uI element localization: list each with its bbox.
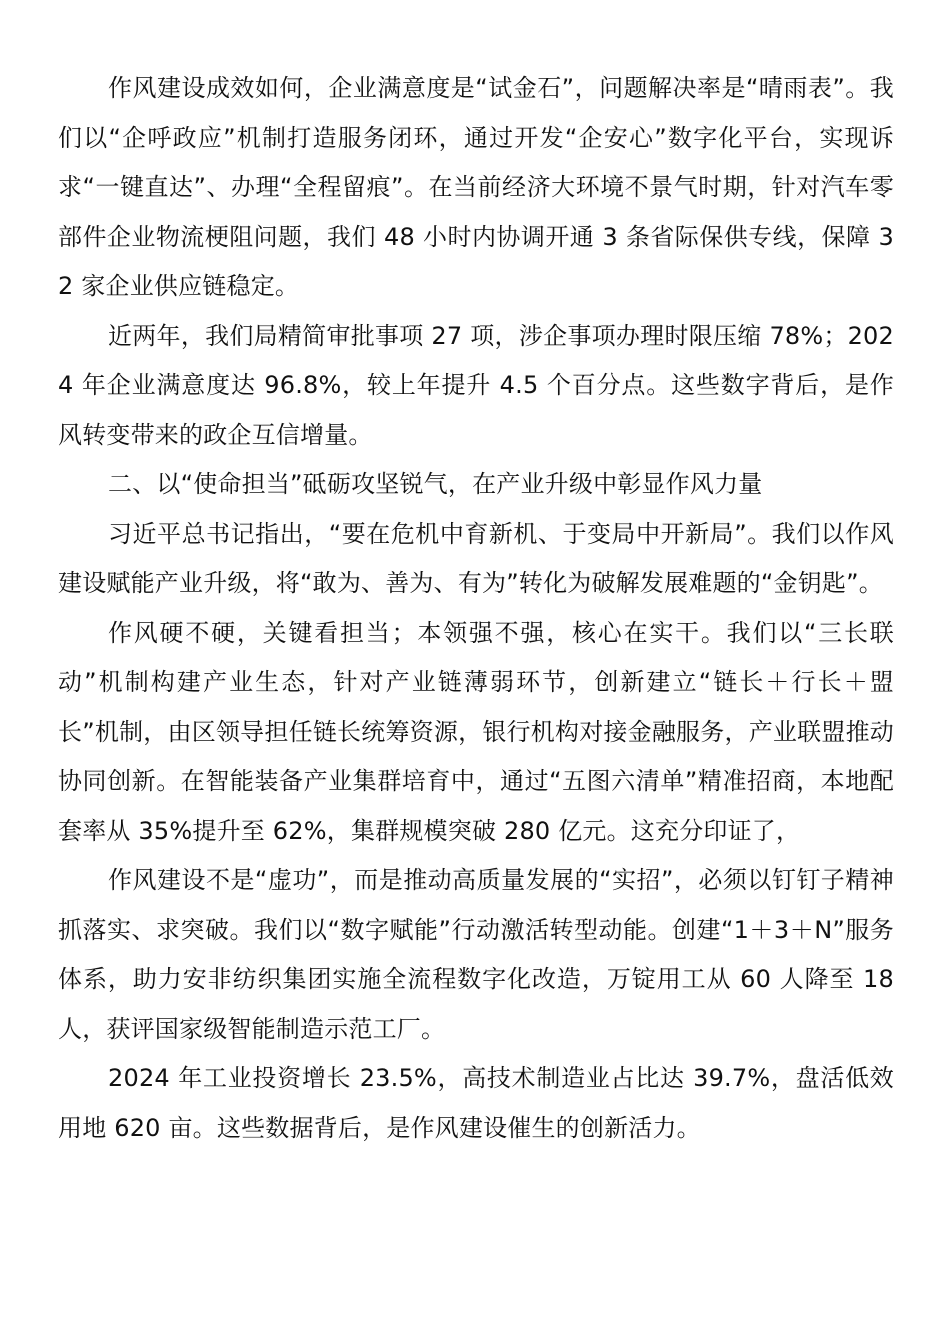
paragraph-investment-stats: 2024 年工业投资增长 23.5%，高技术制造业占比达 39.7%，盘活低效用地 620 亩。这些数据背后，是作风建设催生的创新活力。: [58, 1064, 894, 1142]
section-heading-mission: 二、以“使命担当”砥砺攻坚锐气，在产业升级中彰显作风力量: [108, 470, 763, 498]
document-page: [58, 64, 894, 1153]
paragraph-satisfaction-metrics: 作风建设成效如何，企业满意度是“试金石”，问题解决率是“晴雨表”。我们以“企呼政应”机制打造服务闭环，通过开发“企安心”数字化平台，实现诉求“一键直达”、办理“全程留痕”。在当前经济大环境不景气时期，针对汽车零部件企业物流梗阻问题，我们 48 小时内协调开通 3 条省际保供专线，保障 32 家企业供应链稳定。: [58, 74, 894, 300]
paragraph-quote: 习近平总书记指出，“要在危机中育新机、于变局中开新局”。我们以作风建设赋能产业升级，将“敢为、善为、有为”转化为破解发展难题的“金钥匙”。: [58, 519, 894, 597]
paragraph-industry-chain: 作风硬不硬，关键看担当；本领强不强，核心在实干。我们以“三长联动”机制构建产业生态，针对产业链薄弱环节，创新建立“链长＋行长＋盟长”机制，由区领导担任链长统筹资源，银行机构对接金融服务，产业联盟推动协同创新。在智能装备产业集群培育中，通过“五图六清单”精准招商，本地配套率从 35%提升至 62%，集群规模突破 280 亿元。这充分印证了，: [58, 618, 894, 845]
paragraph-digital-empowerment: 作风建设不是“虚功”，而是推动高质量发展的“实招”，必须以钉钉子精神抓落实、求突破。我们以“数字赋能”行动激活转型动能。创建“1＋3＋N”服务体系，助力安非纺织集团实施全流程数字化改造，万锭用工从 60 人降至 18 人，获评国家级智能制造示范工厂。: [58, 866, 894, 1043]
paragraph-approval-reform: 近两年，我们局精简审批事项 27 项，涉企事项办理时限压缩 78%；2024 年企业满意度达 96.8%，较上年提升 4.5 个百分点。这些数字背后，是作风转变带来的政企互信增量。: [58, 321, 894, 449]
